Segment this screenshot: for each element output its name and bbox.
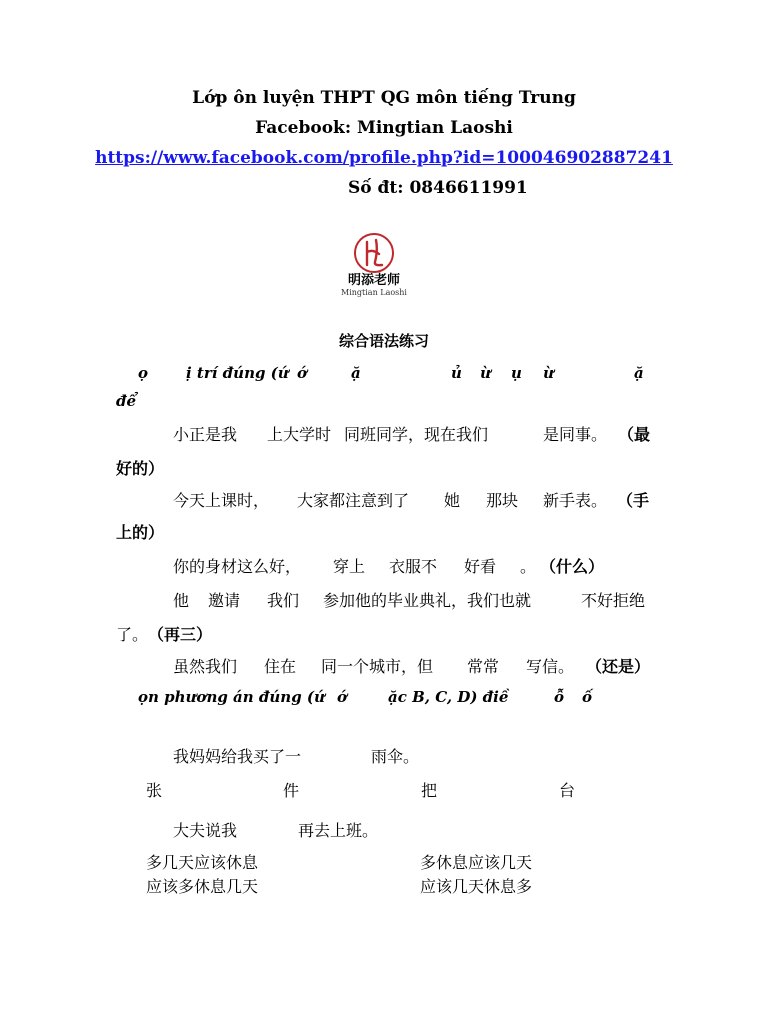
question-3-text: 你的身材这么好， bbox=[173, 557, 302, 576]
instruction-2-fragment: ố bbox=[582, 688, 593, 706]
question-3-hint: （什么） bbox=[540, 557, 605, 576]
question-1-text: 同班同学，现在我们 bbox=[344, 425, 489, 444]
question-3-text: 穿上 bbox=[333, 557, 366, 576]
mc-2-stem: 大夫说我 bbox=[173, 821, 238, 840]
mc-2-option-b[interactable]: 多休息应该几天 bbox=[420, 853, 533, 872]
question-2-text: 她 bbox=[444, 491, 461, 510]
mc-2-option-c[interactable]: 应该多休息几天 bbox=[146, 877, 259, 896]
question-1-hint: （最 bbox=[618, 425, 651, 444]
question-3-text: 。 bbox=[520, 557, 537, 576]
question-2-hint: 上的） bbox=[116, 523, 165, 542]
question-1-hint: 好的） bbox=[116, 459, 165, 478]
instruction-2-fragment: ớ bbox=[337, 688, 348, 706]
instruction-1-fragment: ủ bbox=[451, 364, 462, 382]
question-2-text: 今天上课时， bbox=[173, 491, 270, 510]
instruction-2-fragment: ặc B, C, D) điề bbox=[388, 688, 509, 706]
mc-2-stem: 再去上班。 bbox=[298, 821, 379, 840]
header-facebook: Facebook: Mingtian Laoshi bbox=[255, 118, 513, 138]
question-5-hint: （还是） bbox=[586, 657, 651, 676]
instruction-1-fragment: ừ bbox=[480, 364, 491, 382]
instruction-1-fragment: ớ bbox=[297, 364, 308, 382]
mc-2-option-d[interactable]: 应该几天休息多 bbox=[420, 877, 533, 896]
logo-seal-icon bbox=[349, 232, 399, 274]
question-3-text: 好看 bbox=[464, 557, 497, 576]
mc-1-option-c[interactable]: 把 bbox=[421, 781, 438, 800]
question-4-hint: （再三） bbox=[148, 625, 213, 644]
question-4-text: 我们 bbox=[267, 591, 300, 610]
logo-english-text: Mingtian Laoshi bbox=[341, 288, 407, 297]
instruction-1-line2: để bbox=[116, 392, 137, 410]
header-line-class: Lớp ôn luyện THPT QG môn tiếng Trung bbox=[192, 88, 576, 108]
question-4-text: 参加他的毕业典礼，我们也就 bbox=[323, 591, 532, 610]
instruction-1-fragment: ụ bbox=[511, 364, 522, 382]
question-5-text: 写信。 bbox=[526, 657, 575, 676]
mc-1-option-b[interactable]: 件 bbox=[283, 781, 300, 800]
question-1-text: 上大学时 bbox=[267, 425, 332, 444]
question-3-text: 衣服不 bbox=[389, 557, 438, 576]
question-5-text: 虽然我们 bbox=[173, 657, 238, 676]
instruction-2-fragment: ỗ bbox=[554, 688, 565, 706]
question-4-text: 他 bbox=[173, 591, 190, 610]
question-4-text: 了。 bbox=[116, 625, 149, 644]
question-5-text: 常常 bbox=[467, 657, 500, 676]
header-phone: Số đt: 0846611991 bbox=[348, 178, 528, 198]
facebook-profile-link[interactable]: https://www.facebook.com/profile.php?id=100046902887241 bbox=[95, 148, 673, 168]
instruction-1-fragment: ừ bbox=[543, 364, 554, 382]
page-title: 综合语法练习 bbox=[338, 332, 429, 350]
instruction-1-fragment: ị trí đúng (ứ bbox=[186, 364, 289, 382]
mingtian-logo bbox=[334, 232, 414, 297]
mc-1-option-a[interactable]: 张 bbox=[146, 781, 163, 800]
instruction-1-fragment: ặ bbox=[351, 364, 361, 382]
question-2-hint: （手 bbox=[617, 491, 650, 510]
question-4-text: 不好拒绝 bbox=[581, 591, 646, 610]
question-2-text: 新手表。 bbox=[543, 491, 608, 510]
header-link-row bbox=[0, 148, 768, 168]
mc-1-stem: 我妈妈给我买了一 bbox=[173, 747, 302, 766]
logo-chinese-text: 明添老师 bbox=[347, 273, 400, 288]
question-2-text: 那块 bbox=[486, 491, 519, 510]
question-5-text: 同一个城市，但 bbox=[321, 657, 434, 676]
question-5-text: 住在 bbox=[264, 657, 297, 676]
question-1-text: 小正是我 bbox=[173, 425, 238, 444]
instruction-1-fragment: ọ bbox=[138, 364, 149, 382]
instruction-1-fragment: ặ bbox=[634, 364, 644, 382]
question-2-text: 大家都注意到了 bbox=[297, 491, 410, 510]
instruction-2-fragment: ọn phương án đúng (ứ bbox=[138, 688, 325, 706]
question-1-text: 是同事。 bbox=[543, 425, 608, 444]
mc-2-option-a[interactable]: 多几天应该休息 bbox=[146, 853, 259, 872]
mc-1-option-d[interactable]: 台 bbox=[559, 781, 576, 800]
mc-1-stem: 雨伞。 bbox=[371, 747, 420, 766]
question-4-text: 邀请 bbox=[208, 591, 241, 610]
